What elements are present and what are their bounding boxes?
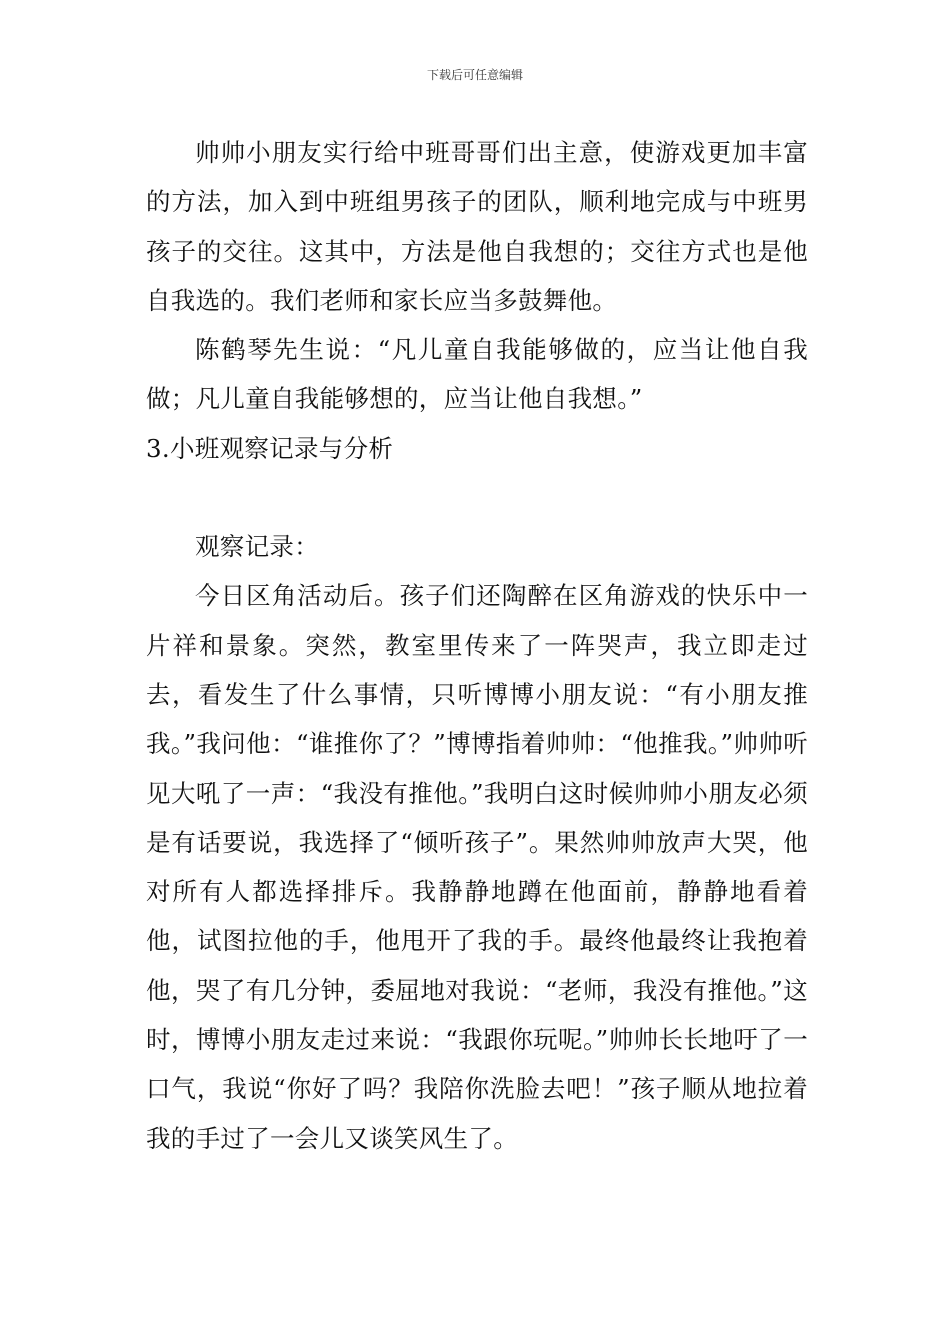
page-header: 下载后可任意编辑 [426,68,523,82]
section-heading: 3.小班观察记录与分析 [146,433,394,463]
observation-text: 今日区角活动后。孩子们还陶醉在区角游戏的快乐中一片祥和景象。突然，教室里传来了一阵哭声，我立即走过去，看发生了什么事情，只听博博小朋友说：“有小朋友推我。”我问他：“谁推你了？”博博指着帅帅：“他推我。”帅帅听见大吼了一声：“我没有推他。”我明白这时候帅帅小朋友必须是有话要说，我选择了“倾听孩子”。果然帅帅放声大哭，他对所有人都选择排斥。我静静地蹲在他面前，静静地看着他，试图拉他的手，他甩开了我的手。最终他最终让我抱着他，哭了有几分钟，委屈地对我说：“老师，我没有推他。”这时，博博小朋友走过来说：“我跟你玩呢。”帅帅长长地吁了一口气，我说“你好了吗？我陪你洗脸去吧！”孩子顺从地拉着我的手过了一会儿又谈笑风生了。 [146,581,808,1153]
observation-label: 观察记录： [195,532,319,562]
paragraph-summary: 帅帅小朋友实行给中班哥哥们出主意，使游戏更加丰富的方法，加入到中班组男孩子的团队，顺利地完成与中班男孩子的交往。这其中，方法是他自我想的；交往方式也是他自我选的。我们老师和家长应当多鼓舞他。 [146,138,808,315]
paragraph-quote: 陈鹤琴先生说：“凡儿童自我能够做的，应当让他自我做；凡儿童自我能够想的，应当让他自我想。” [146,335,808,414]
document-body [146,128,808,1163]
section-spacer [146,473,808,522]
